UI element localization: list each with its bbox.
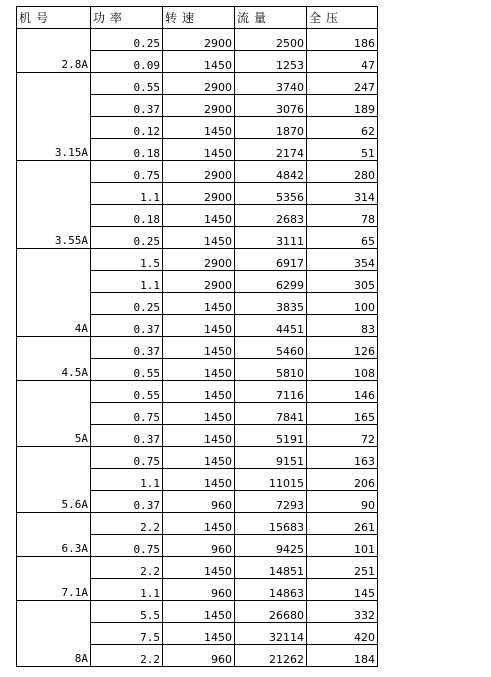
table-row bbox=[17, 249, 378, 271]
fan-spec-table bbox=[16, 6, 378, 667]
power-cell: 0.18 bbox=[91, 205, 163, 227]
power-cell: 0.25 bbox=[91, 29, 163, 51]
table-row bbox=[17, 557, 378, 579]
model-cell: 7.1A bbox=[17, 557, 91, 601]
table-row bbox=[17, 161, 378, 183]
power-cell: 2.2 bbox=[91, 513, 163, 535]
flow-cell: 14863 bbox=[235, 579, 307, 601]
flow-cell: 32114 bbox=[235, 623, 307, 645]
pressure-cell: 145 bbox=[307, 579, 378, 601]
speed-cell: 1450 bbox=[163, 359, 235, 381]
speed-cell: 960 bbox=[163, 645, 235, 667]
power-cell: 0.55 bbox=[91, 381, 163, 403]
pressure-cell: 65 bbox=[307, 227, 378, 249]
flow-cell: 5356 bbox=[235, 183, 307, 205]
flow-cell: 1253 bbox=[235, 51, 307, 73]
pressure-cell: 90 bbox=[307, 491, 378, 513]
power-cell: 0.55 bbox=[91, 359, 163, 381]
pressure-cell: 100 bbox=[307, 293, 378, 315]
model-cell: 8A bbox=[17, 601, 91, 667]
power-cell: 0.55 bbox=[91, 73, 163, 95]
pressure-cell: 62 bbox=[307, 117, 378, 139]
header-power: 功率 bbox=[91, 7, 163, 29]
speed-cell: 1450 bbox=[163, 623, 235, 645]
speed-cell: 1450 bbox=[163, 139, 235, 161]
power-cell: 0.12 bbox=[91, 117, 163, 139]
table-row bbox=[17, 29, 378, 51]
pressure-cell: 261 bbox=[307, 513, 378, 535]
pressure-cell: 305 bbox=[307, 271, 378, 293]
flow-cell: 7841 bbox=[235, 403, 307, 425]
header-model: 机号 bbox=[17, 7, 91, 29]
flow-cell: 3835 bbox=[235, 293, 307, 315]
pressure-cell: 163 bbox=[307, 447, 378, 469]
flow-cell: 9425 bbox=[235, 535, 307, 557]
model-cell: 3.15A bbox=[17, 73, 91, 161]
flow-cell: 3076 bbox=[235, 95, 307, 117]
pressure-cell: 184 bbox=[307, 645, 378, 667]
speed-cell: 2900 bbox=[163, 29, 235, 51]
power-cell: 0.75 bbox=[91, 161, 163, 183]
speed-cell: 2900 bbox=[163, 95, 235, 117]
header-speed: 转速 bbox=[163, 7, 235, 29]
flow-cell: 6917 bbox=[235, 249, 307, 271]
pressure-cell: 47 bbox=[307, 51, 378, 73]
pressure-cell: 83 bbox=[307, 315, 378, 337]
power-cell: 0.75 bbox=[91, 535, 163, 557]
power-cell: 0.37 bbox=[91, 491, 163, 513]
power-cell: 1.1 bbox=[91, 579, 163, 601]
speed-cell: 1450 bbox=[163, 381, 235, 403]
flow-cell: 2174 bbox=[235, 139, 307, 161]
flow-cell: 3740 bbox=[235, 73, 307, 95]
speed-cell: 960 bbox=[163, 579, 235, 601]
power-cell: 1.1 bbox=[91, 271, 163, 293]
flow-cell: 5810 bbox=[235, 359, 307, 381]
model-cell: 3.55A bbox=[17, 161, 91, 249]
flow-cell: 7293 bbox=[235, 491, 307, 513]
power-cell: 2.2 bbox=[91, 645, 163, 667]
speed-cell: 1450 bbox=[163, 315, 235, 337]
pressure-cell: 101 bbox=[307, 535, 378, 557]
speed-cell: 1450 bbox=[163, 337, 235, 359]
model-cell: 4A bbox=[17, 249, 91, 337]
speed-cell: 1450 bbox=[163, 447, 235, 469]
power-cell: 0.25 bbox=[91, 227, 163, 249]
flow-cell: 4842 bbox=[235, 161, 307, 183]
flow-cell: 7116 bbox=[235, 381, 307, 403]
flow-cell: 15683 bbox=[235, 513, 307, 535]
pressure-cell: 189 bbox=[307, 95, 378, 117]
speed-cell: 1450 bbox=[163, 557, 235, 579]
pressure-cell: 314 bbox=[307, 183, 378, 205]
table-body bbox=[17, 29, 378, 667]
speed-cell: 1450 bbox=[163, 403, 235, 425]
power-cell: 2.2 bbox=[91, 557, 163, 579]
speed-cell: 1450 bbox=[163, 117, 235, 139]
table-row bbox=[17, 73, 378, 95]
power-cell: 0.09 bbox=[91, 51, 163, 73]
pressure-cell: 51 bbox=[307, 139, 378, 161]
speed-cell: 2900 bbox=[163, 161, 235, 183]
pressure-cell: 146 bbox=[307, 381, 378, 403]
pressure-cell: 251 bbox=[307, 557, 378, 579]
speed-cell: 1450 bbox=[163, 513, 235, 535]
flow-cell: 3111 bbox=[235, 227, 307, 249]
pressure-cell: 72 bbox=[307, 425, 378, 447]
header-pressure: 全压 bbox=[307, 7, 378, 29]
speed-cell: 1450 bbox=[163, 51, 235, 73]
power-cell: 1.5 bbox=[91, 249, 163, 271]
flow-cell: 4451 bbox=[235, 315, 307, 337]
model-cell: 4.5A bbox=[17, 337, 91, 381]
pressure-cell: 165 bbox=[307, 403, 378, 425]
model-cell: 6.3A bbox=[17, 513, 91, 557]
power-cell: 0.75 bbox=[91, 447, 163, 469]
flow-cell: 2683 bbox=[235, 205, 307, 227]
power-cell: 1.1 bbox=[91, 183, 163, 205]
flow-cell: 5460 bbox=[235, 337, 307, 359]
speed-cell: 2900 bbox=[163, 271, 235, 293]
table-row bbox=[17, 447, 378, 469]
pressure-cell: 108 bbox=[307, 359, 378, 381]
speed-cell: 960 bbox=[163, 535, 235, 557]
power-cell: 0.25 bbox=[91, 293, 163, 315]
pressure-cell: 354 bbox=[307, 249, 378, 271]
power-cell: 5.5 bbox=[91, 601, 163, 623]
pressure-cell: 332 bbox=[307, 601, 378, 623]
power-cell: 0.18 bbox=[91, 139, 163, 161]
model-cell: 5A bbox=[17, 381, 91, 447]
flow-cell: 9151 bbox=[235, 447, 307, 469]
power-cell: 7.5 bbox=[91, 623, 163, 645]
power-cell: 0.37 bbox=[91, 425, 163, 447]
speed-cell: 2900 bbox=[163, 249, 235, 271]
pressure-cell: 247 bbox=[307, 73, 378, 95]
speed-cell: 1450 bbox=[163, 425, 235, 447]
pressure-cell: 206 bbox=[307, 469, 378, 491]
model-cell: 2.8A bbox=[17, 29, 91, 73]
flow-cell: 5191 bbox=[235, 425, 307, 447]
flow-cell: 6299 bbox=[235, 271, 307, 293]
power-cell: 0.37 bbox=[91, 315, 163, 337]
flow-cell: 26680 bbox=[235, 601, 307, 623]
pressure-cell: 420 bbox=[307, 623, 378, 645]
model-cell: 5.6A bbox=[17, 447, 91, 513]
power-cell: 1.1 bbox=[91, 469, 163, 491]
flow-cell: 11015 bbox=[235, 469, 307, 491]
speed-cell: 1450 bbox=[163, 227, 235, 249]
power-cell: 0.37 bbox=[91, 95, 163, 117]
header-row bbox=[17, 7, 378, 29]
flow-cell: 1870 bbox=[235, 117, 307, 139]
speed-cell: 1450 bbox=[163, 601, 235, 623]
flow-cell: 2500 bbox=[235, 29, 307, 51]
flow-cell: 14851 bbox=[235, 557, 307, 579]
power-cell: 0.75 bbox=[91, 403, 163, 425]
pressure-cell: 186 bbox=[307, 29, 378, 51]
table-row bbox=[17, 601, 378, 623]
table-row bbox=[17, 513, 378, 535]
speed-cell: 960 bbox=[163, 491, 235, 513]
table-row bbox=[17, 381, 378, 403]
power-cell: 0.37 bbox=[91, 337, 163, 359]
header-flow: 流量 bbox=[235, 7, 307, 29]
speed-cell: 2900 bbox=[163, 73, 235, 95]
speed-cell: 1450 bbox=[163, 205, 235, 227]
speed-cell: 2900 bbox=[163, 183, 235, 205]
pressure-cell: 126 bbox=[307, 337, 378, 359]
table-row bbox=[17, 337, 378, 359]
pressure-cell: 280 bbox=[307, 161, 378, 183]
speed-cell: 1450 bbox=[163, 469, 235, 491]
speed-cell: 1450 bbox=[163, 293, 235, 315]
flow-cell: 21262 bbox=[235, 645, 307, 667]
pressure-cell: 78 bbox=[307, 205, 378, 227]
